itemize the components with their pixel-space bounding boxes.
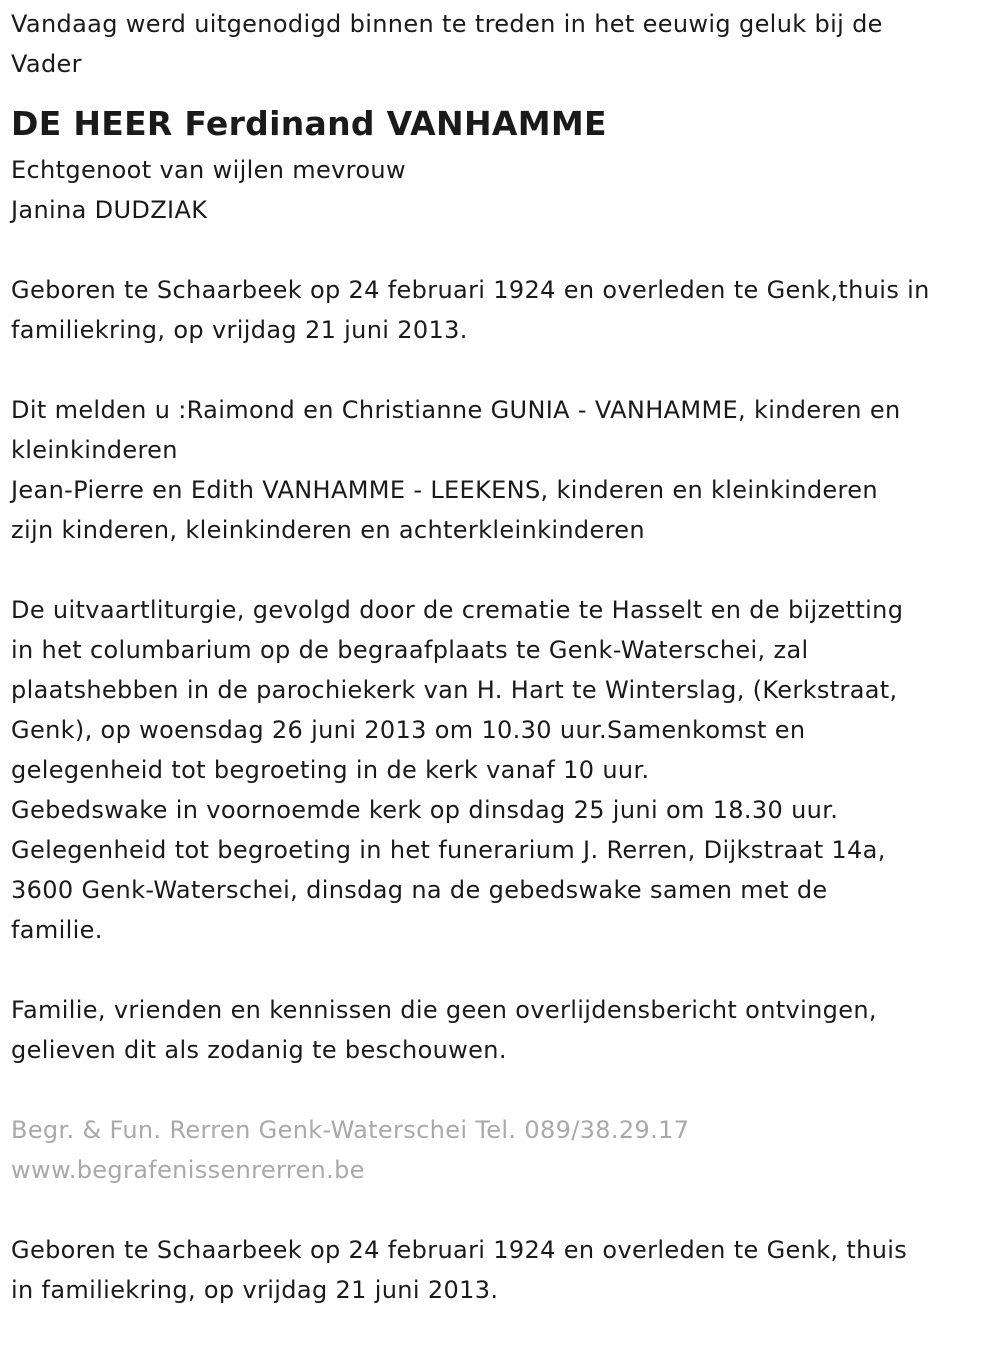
text-line: Vandaag werd uitgenodigd binnen te treden in het eeuwig geluk bij de [11, 10, 883, 38]
text-line: Geboren te Schaarbeek op 24 februari 1924 en overleden te Genk,thuis in [11, 276, 930, 304]
text-line: Gelegenheid tot begroeting in het funerarium J. Rerren, Dijkstraat 14a, [11, 836, 886, 864]
spacer [11, 350, 995, 390]
funeral-home-paragraph [11, 1110, 995, 1190]
text-line: 3600 Genk-Waterschei, dinsdag na de gebedswake samen met de [11, 876, 828, 904]
text-line: gelieven dit als zodanig te beschouwen. [11, 1036, 507, 1064]
deceased-name: DE HEER Ferdinand VANHAMME [11, 104, 607, 143]
intro-paragraph [11, 4, 995, 84]
spacer [11, 1190, 995, 1230]
text-line: gelegenheid tot begroeting in de kerk vanaf 10 uur. [11, 756, 650, 784]
obituary-document [11, 4, 995, 1310]
birth-paragraph [11, 270, 995, 350]
text-line: Janina DUDZIAK [11, 196, 208, 224]
text-line: De uitvaartliturgie, gevolgd door de crematie te Hasselt en de bijzetting [11, 596, 904, 624]
text-line: familiekring, op vrijdag 21 juni 2013. [11, 316, 468, 344]
text-line: Gebedswake in voornoemde kerk op dinsdag 25 juni om 18.30 uur. [11, 796, 839, 824]
text-line: Genk), op woensdag 26 juni 2013 om 10.30 uur.Samenkomst en [11, 716, 806, 744]
text-line: Jean-Pierre en Edith VANHAMME - LEEKENS, kinderen en kleinkinderen [11, 476, 878, 504]
text-line: in het columbarium op de begraafplaats te Genk-Waterschei, zal [11, 636, 809, 664]
text-line: familie. [11, 916, 103, 944]
announcers-paragraph [11, 390, 995, 550]
ceremony-paragraph [11, 590, 995, 950]
text-line: in familiekring, op vrijdag 21 juni 2013. [11, 1276, 499, 1304]
spacer [11, 230, 995, 270]
text-line: Dit melden u :Raimond en Christianne GUNIA - VANHAMME, kinderen en [11, 396, 901, 424]
funeral-home-website: www.begrafenissenrerren.be [11, 1156, 365, 1184]
text-line: kleinkinderen [11, 436, 178, 464]
text-line: Geboren te Schaarbeek op 24 februari 1924 en overleden te Genk, thuis [11, 1236, 908, 1264]
spouse-paragraph [11, 150, 995, 230]
text-line: Familie, vrienden en kennissen die geen overlijdensbericht ontvingen, [11, 996, 877, 1024]
text-line: Echtgenoot van wijlen mevrouw [11, 156, 406, 184]
text-line: Vader [11, 50, 82, 78]
text-line: zijn kinderen, kleinkinderen en achterkleinkinderen [11, 516, 645, 544]
spacer [11, 1070, 995, 1110]
funeral-home-contact: Begr. & Fun. Rerren Genk-Waterschei Tel. 089/38.29.17 [11, 1116, 690, 1144]
spacer [11, 950, 995, 990]
notice-paragraph [11, 990, 995, 1070]
text-line: plaatshebben in de parochiekerk van H. Hart te Winterslag, (Kerkstraat, [11, 676, 898, 704]
birth-repeat-paragraph [11, 1230, 995, 1310]
spacer [11, 550, 995, 590]
